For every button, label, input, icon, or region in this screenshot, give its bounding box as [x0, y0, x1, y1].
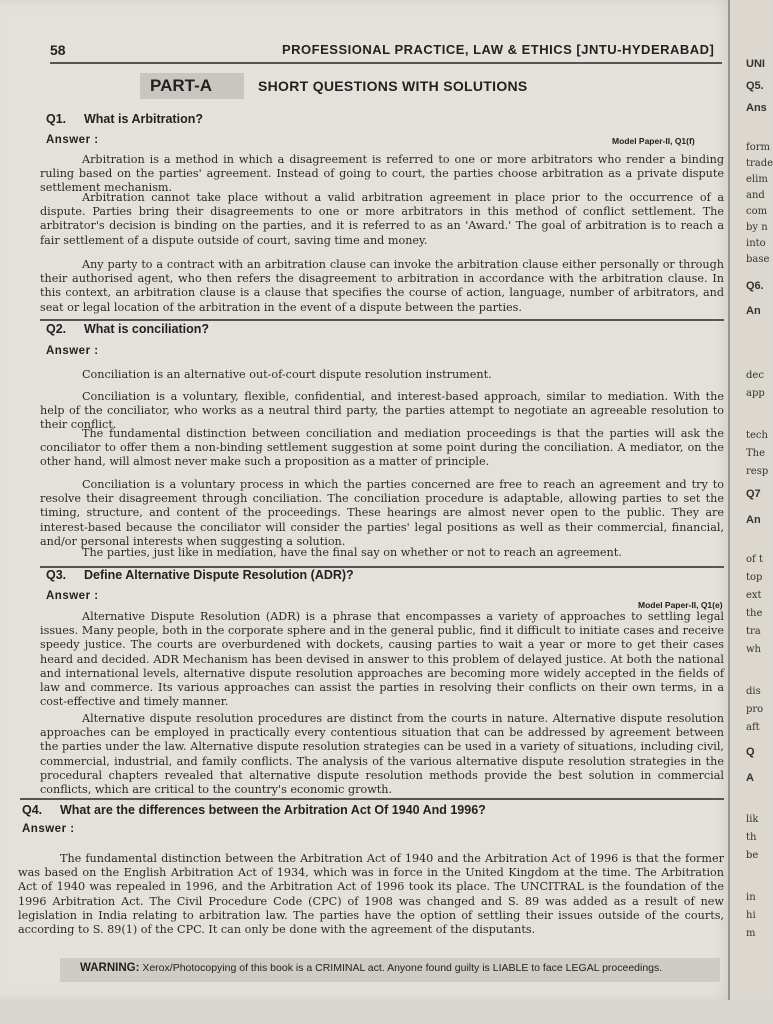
facing-page-fragment: in — [746, 892, 756, 903]
facing-page-fragment: Q6. — [746, 280, 764, 292]
question-divider — [40, 319, 724, 321]
answer-label: Answer : — [22, 823, 75, 835]
facing-page-fragment: and — [746, 190, 765, 201]
part-label: PART-A — [150, 76, 213, 95]
answer-paragraph: Conciliation is a voluntary process in which the parties concerned are free to reach an agreement and try to resolve their disagreement through conciliation. The conciliation procedure is adaptable, allowing parties to set the timing, structure, and content of the proceedings. These hearings are almost never open to the public. They are interest-based because the conciliator will consider the parties' legal positions as well as their commercial, financial, and/or personal interests when suggesting a solution. — [40, 478, 724, 548]
facing-page-fragment: app — [746, 388, 765, 399]
facing-page-fragment: tech — [746, 430, 768, 441]
facing-page-fragment: Q7 — [746, 488, 761, 500]
question-text: What is Arbitration? — [84, 112, 203, 126]
facing-page-fragment: Q5. — [746, 80, 764, 92]
answer-paragraph: Alternative Dispute Resolution (ADR) is a phrase that encompasses a variety of approaches to settling legal issues. Many people, both in the corporate sphere and in the general public, find it difficult to initiate cases and receive speedy justice. The courts are overburdened with dockets, causing parties to wait a year or more to get their cases heard and decided. ADR Mechanism has been devised in answer to this problem of delayed justice. At both the national and international levels, alternative dispute resolution approaches are becoming more widely accepted in the fields of law and commerce. Its various approaches can assist the parties in resolving their conflicts on their own terms, in a cost-effective and timely manner. — [40, 610, 724, 709]
question-3 — [46, 568, 354, 582]
question-text: What is conciliation? — [84, 322, 210, 336]
question-number: Q2. — [46, 322, 67, 336]
facing-page-fragment: trade — [746, 158, 773, 169]
page-number: 58 — [50, 42, 66, 58]
facing-page-fragment: lik — [746, 814, 759, 825]
answer-paragraph: The parties, just like in mediation, have the final say on whether or not to reach an agreement. — [82, 546, 622, 559]
warning-label: WARNING: — [80, 962, 140, 974]
question-text: Define Alternative Dispute Resolution (ADR)? — [84, 568, 354, 582]
section-title: SHORT QUESTIONS WITH SOLUTIONS — [258, 78, 528, 94]
facing-page-fragment: wh — [746, 644, 761, 655]
answer-paragraph: The fundamental distinction between the Arbitration Act of 1940 and the Arbitration Act of 1996 is that the former was based on the English Arbitration Act of 1934, which was in force in the United Kingdom at the time. The Arbitration Act of 1940 was repealed in 1996, and the Arbitration Act of 1996 took its place. The UNCITRAL is the foundation of the 1996 Arbitration Act. The Civil Procedure Code (CPC) of 1908 was changed and S. 89 was added as a result of new legislation in India relating to arbitration law. The parties have the option of settling their issues outside of the courts, according to S. 89(1) of the CPC. It can only be done with the agreement of the disputants. — [18, 852, 724, 937]
question-number: Q1. — [46, 112, 67, 126]
answer-paragraph: Conciliation is an alternative out-of-court dispute resolution instrument. — [82, 368, 492, 381]
facing-page-fragment: into — [746, 238, 766, 249]
facing-page-edge — [728, 0, 773, 1000]
question-number: Q4. — [22, 803, 43, 817]
facing-page-fragment: UNI — [746, 58, 765, 70]
facing-page-fragment: by n — [746, 222, 768, 233]
question-2 — [46, 322, 209, 336]
facing-page-fragment: Q — [746, 746, 755, 758]
facing-page-fragment: hi — [746, 910, 756, 921]
warning-text — [80, 962, 662, 974]
header-rule — [50, 62, 722, 64]
answer-label: Answer : — [46, 590, 99, 602]
facing-page-fragment: ext — [746, 590, 762, 601]
facing-page-fragment: An — [746, 305, 761, 317]
question-number: Q3. — [46, 568, 67, 582]
facing-page-fragment: of t — [746, 554, 763, 565]
facing-page-fragment: th — [746, 832, 757, 843]
answer-label: Answer : — [46, 345, 99, 357]
facing-page-fragment: aft — [746, 722, 760, 733]
facing-page-fragment: The — [746, 448, 766, 459]
facing-page-fragment: dec — [746, 370, 764, 381]
facing-page-fragment: the — [746, 608, 763, 619]
answer-paragraph: The fundamental distinction between conciliation and mediation proceedings is that the parties will ask the conciliator to offer them a non-binding settlement suggestion at some point during the conciliation. A mediator, on the other hand, will almost never make such a proposition as a matter of principle. — [40, 427, 724, 469]
answer-paragraph: Any party to a contract with an arbitration clause can invoke the arbitration clause either personally or through their authorised agent, who then refers the disagreement to arbitration in accordance with the arbitration clause. In this context, an arbitration clause is a clause that specifies the course of action, language, number of arbitrators, and seat or legal location of the arbitration in the event of a dispute between the parties. — [40, 258, 724, 314]
facing-page-fragment: form — [746, 142, 770, 153]
facing-page-fragment: m — [746, 928, 756, 939]
facing-page-fragment: top — [746, 572, 763, 583]
facing-page-fragment: be — [746, 850, 759, 861]
facing-page-fragment: A — [746, 772, 754, 784]
model-paper-reference: Model Paper-II, Q1(f) — [612, 136, 695, 146]
facing-page-fragment: dis — [746, 686, 761, 697]
question-1 — [46, 112, 203, 126]
facing-page-fragment: elim — [746, 174, 768, 185]
facing-page-fragment: base — [746, 254, 770, 265]
facing-page-fragment: pro — [746, 704, 764, 715]
answer-paragraph: Alternative dispute resolution procedures are distinct from the courts in nature. Alternative dispute resolution approaches can be employed in practically every contentious situation that can be addressed by agreement between the parties under the law. Alternative dispute resolution strategies can be used in a variety of situations, including civil, commercial, industrial, and family conflicts. The analysis of the various alternative dispute resolution strategies in the procedural chapters revealed that alternative dispute resolution methods provide the best solution in commercial conflicts, which are critical to the country's economic growth. — [40, 712, 724, 797]
question-divider — [20, 798, 724, 800]
answer-paragraph: Arbitration is a method in which a disagreement is referred to one or more arbitrators who render a binding ruling based on the parties' agreement. Instead of going to court, the parties choose arbitration as a private dispute settlement mechanism. — [40, 153, 724, 195]
answer-label: Answer : — [46, 134, 99, 146]
question-4 — [22, 803, 486, 817]
answer-paragraph: Arbitration cannot take place without a valid arbitration agreement in place prior to the occurrence of a dispute. Parties bring their disagreements to one or more arbitrators in this method of conflict settlement. The arbitrator's decision is binding on the parties, and it is referred to as an 'Award.' The goal of arbitration is to reach a fair settlement of a dispute outside of court, saving time and money. — [40, 191, 724, 247]
answer-paragraph: Conciliation is a voluntary, flexible, confidential, and interest-based approach, similar to mediation. With the help of the conciliator, who works as a neutral third party, the parties attempt to negotiate an agreeable resolution to their conflict. — [40, 390, 724, 432]
facing-page-fragment: tra — [746, 626, 761, 637]
facing-page-fragment: Ans — [746, 102, 767, 114]
facing-page-fragment: resp — [746, 466, 769, 477]
facing-page-fragment: An — [746, 514, 761, 526]
warning-message: Xerox/Photocopying of this book is a CRIMINAL act. Anyone found guilty is LIABLE to face LEGAL proceedings. — [142, 962, 663, 974]
facing-page-fragment: com — [746, 206, 768, 217]
model-paper-reference: Model Paper-II, Q1(e) — [638, 600, 723, 610]
question-text: What are the differences between the Arbitration Act Of 1940 And 1996? — [60, 803, 486, 817]
running-title: PROFESSIONAL PRACTICE, LAW & ETHICS [JNTU-HYDERABAD] — [282, 42, 715, 57]
